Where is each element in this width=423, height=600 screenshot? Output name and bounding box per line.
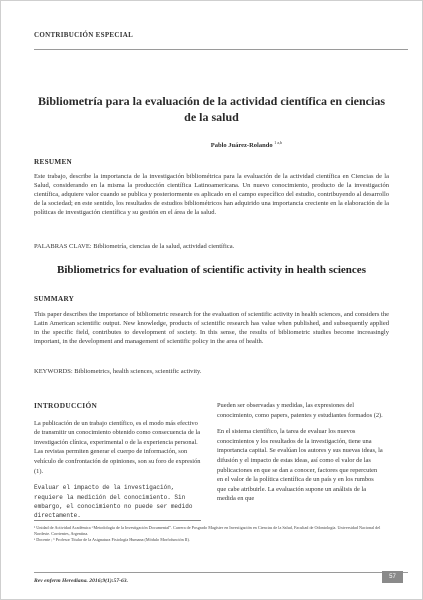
footnote-rule (34, 520, 201, 521)
author-line (211, 140, 282, 149)
footer-rule (34, 572, 408, 573)
palabras-clave: PALABRAS CLAVE: Bibliometría, ciencias de la salud, actividad científica. (34, 243, 235, 250)
journal-citation: Rev enferm Herediana. 2016;9(1):57-63. (34, 578, 128, 584)
introduccion-heading: INTRODUCCIÓN (34, 401, 98, 410)
body-paragraph: La publicación de un trabajo científico, es el modo más efectivo de transmitir un conocimiento obtenido como consecuencia de la investigación clínica, experimental o de la experiencia personal. Las revistas permiten generar el cuerpo de información, son vehículo de confrontación de opiniones, son su foro de expresión (1). (34, 419, 201, 475)
article-title-spanish: Bibliometría para la evaluación de la actividad científica en ciencias de la salud (38, 94, 385, 124)
author-affiliation-marker: 1 a,b (274, 140, 282, 145)
resumen-heading: RESUMEN (34, 158, 73, 166)
author-name: Pablo Juárez-Rolando (210, 142, 273, 150)
footnote-roles: ᵃ Docente ; ᵇ Profesor Titular de la Asignatura Fisiología Humana (Módulo Morfofunción II). (34, 537, 190, 543)
resumen-text: Este trabajo, describe la importancia de la investigación bibliométrica para la evaluación de la actividad científica en Ciencias de la Salud, considerando en la misma la producción científica Latinoamericana. Un nuevo conocimiento, producto de la investigación científica, adquiere valor cuando se publica y posteriormente es aplicado en el campo específico del estudio, contribuyendo al desarrollo de la sociedad; en este sentido, los resultados de estudios bibliométricos han adquirido una importancia creciente en la elaboración de la políticas de investigación científica y su gestión en el área de la salud. (34, 173, 389, 216)
body-paragraph: En el sistema científico, la tarea de evaluar los nuevos conocimientos y los resultados de la investigación, tiene una importancia capital. Se evalúan los autores y sus nuevas ideas, la difusión y el impacto de estas ideas, así como el valor de las publicaciones en que se dan a conocer, factores que repercuten en el valor de la política científica de un país y en los rumbos que cabe atribuirle. La evaluación supone un análisis de la medida en que (217, 428, 383, 503)
section-label: CONTRIBUCIÓN ESPECIAL (34, 31, 134, 39)
summary-heading: SUMMARY (34, 295, 75, 303)
keywords-english: KEYWORDS: Bibliometrics, health sciences, scientific activity. (34, 368, 202, 375)
header-rule (34, 49, 408, 50)
footnotes (34, 525, 394, 544)
article-title-english: Bibliometrics for evaluation of scientific activity in health sciences (57, 264, 366, 276)
page-number: 57 (382, 571, 403, 583)
body-column-right (217, 401, 384, 511)
body-column-left (34, 401, 201, 528)
body-paragraph: Pueden ser observadas y medidas, las expresiones del conocimiento, como papers, patentes y estudiantes formados (2). (217, 402, 383, 419)
footnote-affiliation: ¹ Unidad de Actividad Académica “Metodología de la Investigación Documental”. Carrera de Posgrado Magíster en Investigación en Ciencias de la Salud, Facultad de Odontología. Universidad Nacional del Nordeste. Corrientes, Argentina. (34, 525, 381, 537)
body-paragraph: Evaluar el impacto de la investigación, requiere la medición del conocimiento. Sin embargo, el conocimiento no puede ser medido directamente. (34, 484, 193, 520)
summary-text: This paper describes the importance of bibliometric research for the evaluation of scientific activity in health sciences, and considers the Latin American scientific output. New knowledge, products of scientific research has value when published, and subsequently applied in the specific field, contributes to development of society. In this sense, the results of bibliometric studies become increasingly important, in the development and management of scientific policy in the area of health. (34, 311, 389, 345)
